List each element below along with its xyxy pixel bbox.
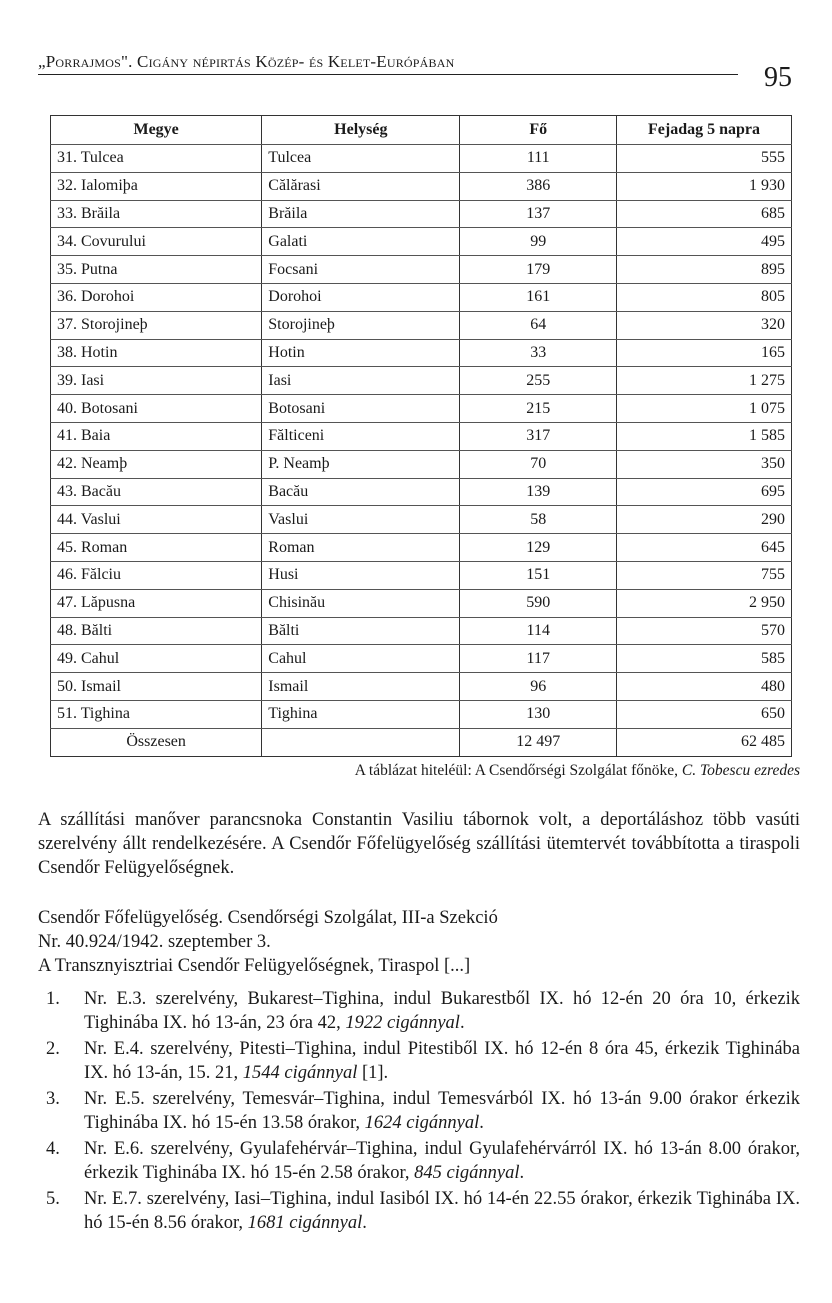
cell-fejadag: 895 <box>617 256 792 284</box>
source-prefix: A táblázat hiteléül: A Csendőrségi Szolgálat főnöke, <box>354 762 682 779</box>
list-item-count: 1544 cigánnyal <box>242 1063 358 1083</box>
cell-helyseg: Bălti <box>262 617 460 645</box>
total-empty <box>262 728 460 756</box>
cell-helyseg: Chisinău <box>262 589 460 617</box>
list-item-number: 1. <box>46 989 60 1009</box>
cell-fejadag: 555 <box>617 145 792 173</box>
cell-megye: 31. Tulcea <box>51 145 262 173</box>
table-row <box>51 645 792 673</box>
table-row <box>51 311 792 339</box>
cell-fo: 117 <box>460 645 617 673</box>
cell-helyseg: Ismail <box>262 673 460 701</box>
cell-megye: 32. Ialomiþa <box>51 172 262 200</box>
source-name: C. Tobescu ezredes <box>681 762 800 779</box>
cell-megye: 43. Bacău <box>51 478 262 506</box>
cell-fejadag: 695 <box>617 478 792 506</box>
body-paragraph: A szállítási manőver parancsnoka Constantin Vasiliu tábornok volt, a deportáláshoz több vasúti szerelvény állt rendelkezésére. A Csendőr Főfelügyelőség szállítási ütemtervét továbbította a tiraspoli Csendőr Felügyelőségnek. <box>38 810 800 878</box>
cell-fo: 129 <box>460 534 617 562</box>
cell-fo: 99 <box>460 228 617 256</box>
list-item-tail: . <box>459 1013 465 1033</box>
cell-fo: 161 <box>460 283 617 311</box>
cell-fejadag: 165 <box>617 339 792 367</box>
cell-helyseg: Roman <box>262 534 460 562</box>
cell-fo: 215 <box>460 395 617 423</box>
cell-fo: 114 <box>460 617 617 645</box>
table-row <box>51 617 792 645</box>
cell-fejadag: 685 <box>617 200 792 228</box>
total-fo: 12 497 <box>460 728 617 756</box>
cell-fejadag: 350 <box>617 450 792 478</box>
table-row <box>51 395 792 423</box>
train-list <box>38 987 800 1237</box>
table-row <box>51 145 792 173</box>
table-row <box>51 478 792 506</box>
list-item-tail: . <box>519 1163 525 1183</box>
list-item-text: Nr. E.3. szerelvény, Bukarest–Tighina, indul Bukarestből IX. hó 12-én 20 óra 10, érkezik Tighinába IX. hó 13-án, 23 óra 42, <box>84 989 800 1033</box>
table-row <box>51 283 792 311</box>
cell-megye: 33. Brăila <box>51 200 262 228</box>
cell-helyseg: Storojineþ <box>262 311 460 339</box>
list-item-count: 1922 cigánnyal <box>345 1013 460 1033</box>
cell-helyseg: Brăila <box>262 200 460 228</box>
cell-fejadag: 645 <box>617 534 792 562</box>
list-item-tail: [1]. <box>357 1063 389 1083</box>
table-source-note <box>240 762 800 780</box>
cell-fejadag: 585 <box>617 645 792 673</box>
list-item <box>38 1037 800 1085</box>
cell-megye: 50. Ismail <box>51 673 262 701</box>
list-item <box>38 1187 800 1235</box>
cell-fejadag: 2 950 <box>617 589 792 617</box>
table-row <box>51 172 792 200</box>
cell-fejadag: 805 <box>617 283 792 311</box>
list-item <box>38 987 800 1035</box>
cell-fo: 179 <box>460 256 617 284</box>
cell-megye: 48. Bălti <box>51 617 262 645</box>
deportation-table <box>50 115 792 757</box>
list-item-text: Nr. E.6. szerelvény, Gyulafehérvár–Tighina, indul Gyulafehérvárról IX. hó 13-án 8.00 órakor, érkezik Tighinába IX. hó 15-én 2.58 órakor, <box>84 1139 800 1183</box>
column-header-fejadag: Fejadag 5 napra <box>617 116 792 145</box>
document-header-line: Csendőr Főfelügyelőség. Csendőrségi Szolgálat, III-a Szekció <box>38 908 498 928</box>
cell-helyseg: Vaslui <box>262 506 460 534</box>
cell-fejadag: 495 <box>617 228 792 256</box>
table-row <box>51 256 792 284</box>
cell-fo: 33 <box>460 339 617 367</box>
list-item-tail: . <box>362 1213 367 1233</box>
cell-megye: 49. Cahul <box>51 645 262 673</box>
list-item-number: 3. <box>46 1089 60 1109</box>
cell-helyseg: Bacău <box>262 478 460 506</box>
table-row <box>51 200 792 228</box>
cell-megye: 41. Baia <box>51 422 262 450</box>
column-header-fo: Fő <box>460 116 617 145</box>
table-row <box>51 589 792 617</box>
cell-fejadag: 755 <box>617 561 792 589</box>
list-item-text: Nr. E.5. szerelvény, Temesvár–Tighina, indul Temesvárból IX. hó 13-án 9.00 órakor érkezik Tighinába IX. hó 15-én 13.58 órakor, <box>84 1089 800 1133</box>
cell-fejadag: 1 075 <box>617 395 792 423</box>
cell-fejadag: 650 <box>617 700 792 728</box>
cell-helyseg: Fălticeni <box>262 422 460 450</box>
cell-fejadag: 480 <box>617 673 792 701</box>
table-row <box>51 673 792 701</box>
cell-megye: 38. Hotin <box>51 339 262 367</box>
cell-megye: 40. Botosani <box>51 395 262 423</box>
cell-fo: 590 <box>460 589 617 617</box>
cell-helyseg: Tulcea <box>262 145 460 173</box>
list-item-tail: . <box>479 1113 484 1133</box>
cell-fo: 317 <box>460 422 617 450</box>
list-item-text: Nr. E.7. szerelvény, Iasi–Tighina, indul Iasiból IX. hó 14-én 22.55 órakor, érkezik Tighinába IX. hó 15-én 8.56 órakor, <box>84 1189 800 1233</box>
table-row <box>51 422 792 450</box>
cell-fejadag: 320 <box>617 311 792 339</box>
page-number: 95 <box>764 62 792 93</box>
cell-fo: 130 <box>460 700 617 728</box>
cell-helyseg: Botosani <box>262 395 460 423</box>
cell-megye: 42. Neamþ <box>51 450 262 478</box>
cell-megye: 47. Lăpusna <box>51 589 262 617</box>
table-row <box>51 700 792 728</box>
cell-helyseg: Hotin <box>262 339 460 367</box>
list-item <box>38 1137 800 1185</box>
cell-fo: 151 <box>460 561 617 589</box>
cell-helyseg: Dorohoi <box>262 283 460 311</box>
cell-helyseg: Husi <box>262 561 460 589</box>
list-item-number: 5. <box>46 1189 60 1209</box>
list-item <box>38 1087 800 1135</box>
cell-helyseg: Focsani <box>262 256 460 284</box>
table-row <box>51 228 792 256</box>
list-item-number: 4. <box>46 1139 60 1159</box>
cell-fo: 64 <box>460 311 617 339</box>
cell-megye: 39. Iasi <box>51 367 262 395</box>
list-item-count: 845 cigánnyal <box>414 1163 520 1183</box>
list-item-count: 1624 cigánnyal <box>364 1113 480 1133</box>
cell-helyseg: Cahul <box>262 645 460 673</box>
cell-helyseg: Galati <box>262 228 460 256</box>
cell-helyseg: Tighina <box>262 700 460 728</box>
list-item-count: 1681 cigánnyal <box>247 1213 363 1233</box>
table-row <box>51 367 792 395</box>
cell-helyseg: Iasi <box>262 367 460 395</box>
list-item-number: 2. <box>46 1039 60 1059</box>
table-row <box>51 561 792 589</box>
cell-fo: 58 <box>460 506 617 534</box>
cell-megye: 34. Covurului <box>51 228 262 256</box>
column-header-megye: Megye <box>51 116 262 145</box>
table-row <box>51 339 792 367</box>
cell-fo: 386 <box>460 172 617 200</box>
cell-fo: 255 <box>460 367 617 395</box>
cell-fejadag: 1 930 <box>617 172 792 200</box>
cell-megye: 44. Vaslui <box>51 506 262 534</box>
cell-megye: 46. Fălciu <box>51 561 262 589</box>
document-header-line: A Transznyisztriai Csendőr Felügyelőségnek, Tiraspol [...] <box>38 956 471 976</box>
list-item-text: Nr. E.4. szerelvény, Pitesti–Tighina, indul Pitestiből IX. hó 12-én 8 óra 45, érkezik Tighinába IX. hó 13-án, 15. 21, <box>84 1039 800 1083</box>
cell-helyseg: P. Neamþ <box>262 450 460 478</box>
cell-megye: 45. Roman <box>51 534 262 562</box>
total-label: Összesen <box>51 728 262 756</box>
cell-fo: 111 <box>460 145 617 173</box>
document-header <box>38 906 800 978</box>
cell-fo: 139 <box>460 478 617 506</box>
cell-fejadag: 290 <box>617 506 792 534</box>
table-row <box>51 450 792 478</box>
cell-helyseg: Călărasi <box>262 172 460 200</box>
table-header-row <box>51 116 792 145</box>
table-row <box>51 534 792 562</box>
document-header-line: Nr. 40.924/1942. szeptember 3. <box>38 932 271 952</box>
cell-fejadag: 1 275 <box>617 367 792 395</box>
cell-fejadag: 1 585 <box>617 422 792 450</box>
table-row <box>51 506 792 534</box>
cell-fo: 137 <box>460 200 617 228</box>
cell-fo: 70 <box>460 450 617 478</box>
cell-megye: 35. Putna <box>51 256 262 284</box>
cell-megye: 37. Storojineþ <box>51 311 262 339</box>
total-fejadag: 62 485 <box>617 728 792 756</box>
cell-fejadag: 570 <box>617 617 792 645</box>
column-header-helyseg: Helység <box>262 116 460 145</box>
cell-fo: 96 <box>460 673 617 701</box>
table-total-row <box>51 728 792 756</box>
running-header: „Porrajmos". Cigány népirtás Közép- és Kelet-Európában <box>38 52 738 75</box>
cell-megye: 36. Dorohoi <box>51 283 262 311</box>
cell-megye: 51. Tighina <box>51 700 262 728</box>
